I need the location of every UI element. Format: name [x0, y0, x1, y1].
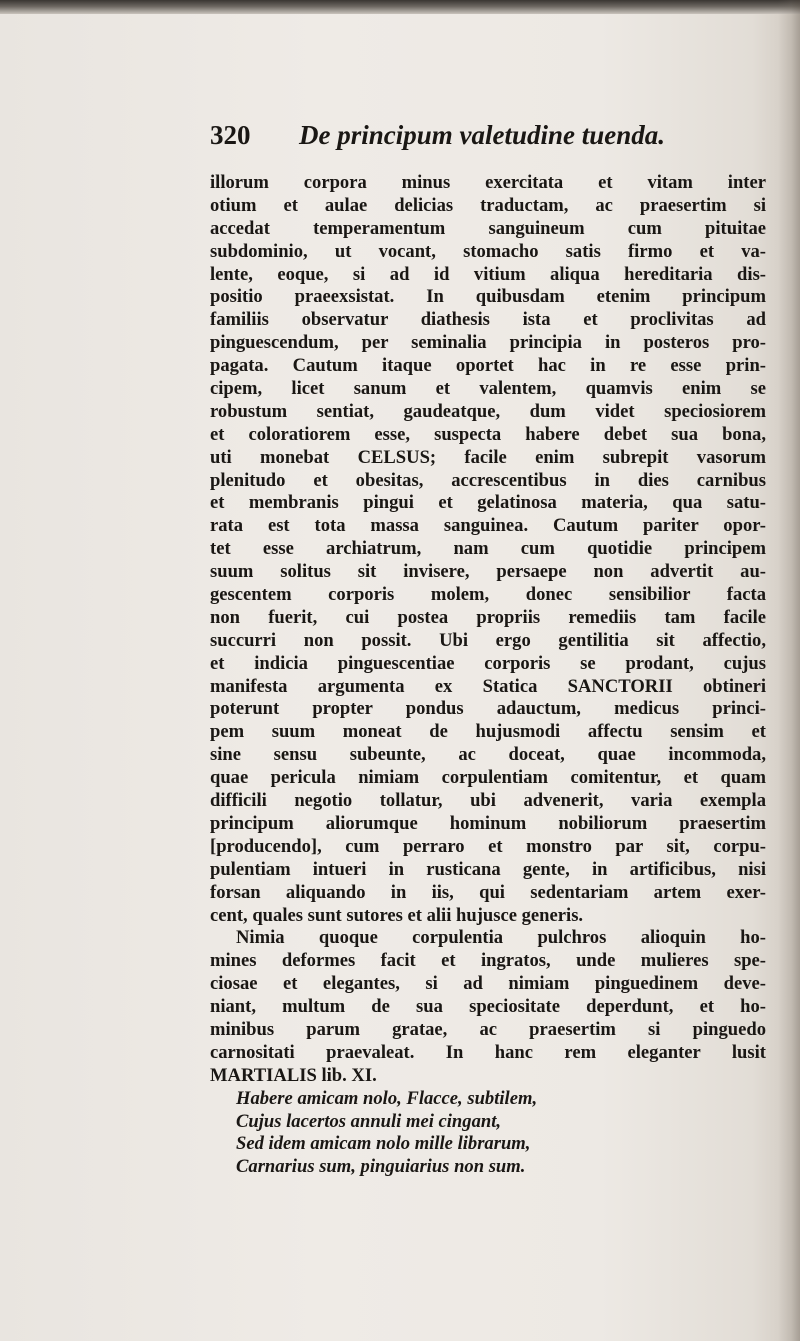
text-line: succurri non possit. Ubi ergo gentilitia sit affectio,: [210, 629, 766, 651]
text-line: uti monebat CELSUS; facile enim subrepit vasorum: [210, 446, 766, 468]
text-line: pagata. Cautum itaque oportet hac in re esse prin-: [210, 355, 766, 377]
page-right-shadow: [778, 0, 800, 1341]
text-line: Nimia quoque corpulentia pulchros alioquin ho-: [236, 927, 766, 949]
text-line: mines deformes facit et ingratos, unde mulieres spe-: [210, 950, 766, 972]
verse-line: Habere amicam nolo, Flacce, subtilem,: [236, 1087, 538, 1109]
text-line: familiis observatur diathesis ista et proclivitas ad: [210, 309, 766, 331]
text-line: poterunt propter pondus adauctum, medicus princi-: [210, 698, 766, 720]
text-line: MARTIALIS lib. XI.: [210, 1064, 377, 1086]
page-top-shadow: [0, 0, 800, 14]
text-line: et membranis pingui et gelatinosa materia, qua satu-: [210, 492, 766, 514]
text-line: otium et aulae delicias traductam, ac praesertim si: [210, 194, 766, 216]
text-line: subdominio, ut vocant, stomacho satis firmo et va-: [210, 240, 766, 262]
text-line: et indicia pinguescentiae corporis se prodant, cujus: [210, 652, 766, 674]
text-line: non fuerit, cui postea propriis remediis tam facile: [210, 606, 766, 628]
text-line: cipem, licet sanum et valentem, quamvis enim se: [210, 378, 766, 400]
text-line: tet esse archiatrum, nam cum quotidie principem: [210, 538, 766, 560]
text-line: carnositati praevaleat. In hanc rem eleganter lusit: [210, 1041, 766, 1063]
text-line: positio praeexsistat. In quibusdam etenim principum: [210, 286, 766, 308]
text-line: sine sensu subeunte, ac doceat, quae incommoda,: [210, 744, 766, 766]
body-text: [210, 172, 766, 1179]
text-line: rata est tota massa sanguinea. Cautum pariter opor-: [210, 515, 766, 537]
text-line: forsan aliquando in iis, qui sedentariam artem exer-: [210, 881, 766, 903]
text-line: pulentiam intueri in rusticana gente, in artificibus, nisi: [210, 858, 766, 880]
text-line: niant, multum de sua speciositate deperdunt, et ho-: [210, 996, 766, 1018]
text-line: minibus parum gratae, ac praesertim si pinguedo: [210, 1018, 766, 1040]
text-line: gescentem corporis molem, donec sensibilior facta: [210, 584, 766, 606]
text-line: cent, quales sunt sutores et alii hujusce generis.: [210, 904, 584, 926]
text-line: illorum corpora minus exercitata et vitam inter: [210, 172, 766, 193]
verse-line: Cujus lacertos annuli mei cingant,: [236, 1110, 502, 1132]
verse-line: Carnarius sum, pinguiarius non sum.: [236, 1156, 526, 1178]
page-number: 320: [210, 120, 251, 150]
text-line: quae pericula nimiam corpulentiam comitentur, et quam: [210, 767, 766, 789]
text-line: manifesta argumenta ex Statica SANCTORII obtineri: [210, 675, 766, 697]
text-line: accedat temperamentum sanguineum cum pituitae: [210, 217, 766, 239]
text-line: pinguescendum, per seminalia principia in posteros pro-: [210, 332, 766, 354]
text-line: principum aliorumque hominum nobiliorum praesertim: [210, 812, 766, 834]
verse-line: Sed idem amicam nolo mille librarum,: [236, 1133, 531, 1155]
text-line: difficili negotio tollatur, ubi advenerit, varia exempla: [210, 790, 766, 812]
text-line: lente, eoque, si ad id vitium aliqua hereditaria dis-: [210, 263, 766, 285]
running-title: De principum valetudine tuenda.: [299, 120, 666, 150]
text-line: et coloratiorem esse, suspecta habere debet sua bona,: [210, 423, 766, 445]
text-line: pem suum moneat de hujusmodi affectu sensim et: [210, 721, 766, 743]
text-line: suum solitus sit invisere, persaepe non advertit au-: [210, 561, 766, 583]
text-line: [producendo], cum perraro et monstro par sit, corpu-: [210, 835, 766, 857]
text-line: robustum sentiat, gaudeatque, dum videt speciosiorem: [210, 400, 766, 422]
text-line: ciosae et elegantes, si ad nimiam pinguedinem deve-: [210, 973, 766, 995]
text-line: plenitudo et obesitas, accrescentibus in dies carnibus: [210, 469, 766, 491]
